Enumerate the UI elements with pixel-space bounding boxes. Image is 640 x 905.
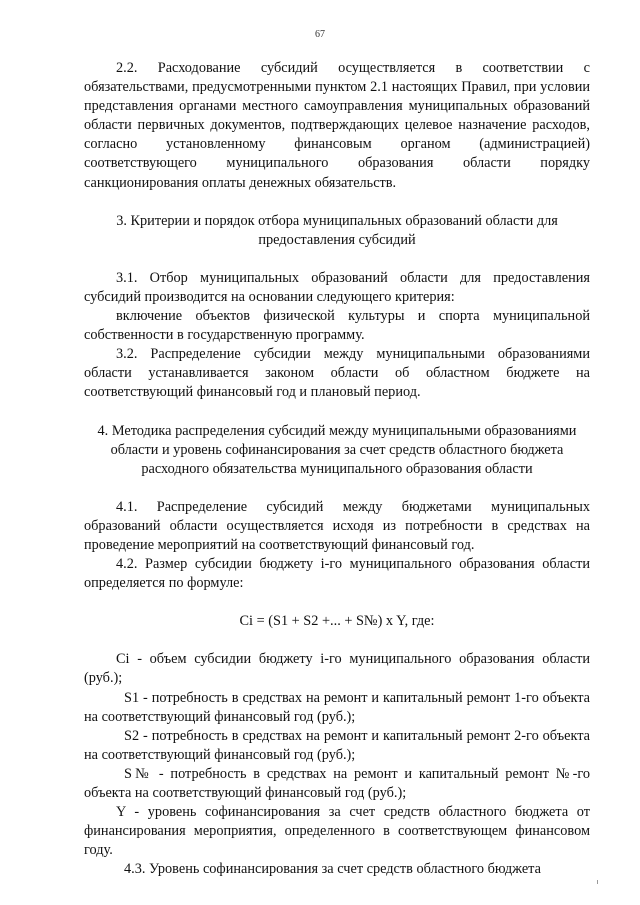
paragraph-4-3: 4.3. Уровень софинансирования за счет средств областного бюджета (124, 861, 541, 878)
definition-y: Y - уровень софинансирования за счет средств областного бюджета от финансирования мероприятия, определенного в соответствующем финансовом году. (84, 804, 590, 859)
definition-s2: S2 - потребность в средствах на ремонт и капитальный ремонт 2-го объекта на соответствующий финансовый год (руб.); (84, 727, 590, 763)
spacer (84, 593, 590, 612)
spacer (84, 479, 590, 498)
document-body (84, 59, 590, 879)
paragraph-2-2: 2.2. Расходование субсидий осуществляется в соответствии с обязательствами, предусмотренными пунктом 2.1 настоящих Правил, при условии представления органами местного самоуправления муниципальных образований области первичных документов, подтверждающих целевое назначение расходов, согласно установленному финансовым органом (администрацией) соответствующего муниципального образования области порядку санкционирования оплаты денежных обязательств. (84, 60, 590, 191)
paragraph-criterion: включение объектов физической культуры и спорта муниципальной собственности в государственную программу. (84, 308, 590, 344)
scan-mark (597, 880, 598, 884)
page-number: 67 (315, 29, 325, 40)
section-heading-3: 3. Критерии и порядок отбора муниципальных образований области для предоставления субсидий (116, 212, 558, 248)
paragraph-4-2: 4.2. Размер субсидии бюджету i-го муниципального образования области определяется по формуле: (84, 556, 590, 592)
definition-sn: S№ - потребность в средствах на ремонт и капитальный ремонт №-го объекта на соответствующий финансовый год (руб.); (84, 765, 590, 801)
paragraph-4-1: 4.1. Распределение субсидий между бюджетами муниципальных образований области осуществляется исходя из потребности в средствах на проведение мероприятий на соответствующий финансовый год. (84, 498, 590, 553)
definition-ci: Ci - объем субсидии бюджету i-го муниципального образования области (руб.); (84, 651, 590, 687)
spacer (84, 631, 590, 650)
paragraph-3-1: 3.1. Отбор муниципальных образований области для предоставления субсидий производится на основании следующего критерия: (84, 269, 590, 305)
spacer (84, 193, 590, 212)
section-heading-4: 4. Методика распределения субсидий между муниципальными образованиями области и уровень софинансирования за счет средств областного бюджета расходного обязательства муниципального образования области (97, 422, 577, 477)
paragraph-3-2: 3.2. Распределение субсидии между муниципальными образованиями области устанавливается законом области об областном бюджете на соответствующий финансовый год и плановый период. (84, 346, 590, 401)
definition-s1: S1 - потребность в средствах на ремонт и капитальный ремонт 1-го объекта на соответствующий финансовый год (руб.); (84, 689, 590, 725)
spacer (84, 250, 590, 269)
formula: Ci = (S1 + S2 +... + S№) x Y, где: (239, 613, 435, 630)
spacer (84, 403, 590, 422)
